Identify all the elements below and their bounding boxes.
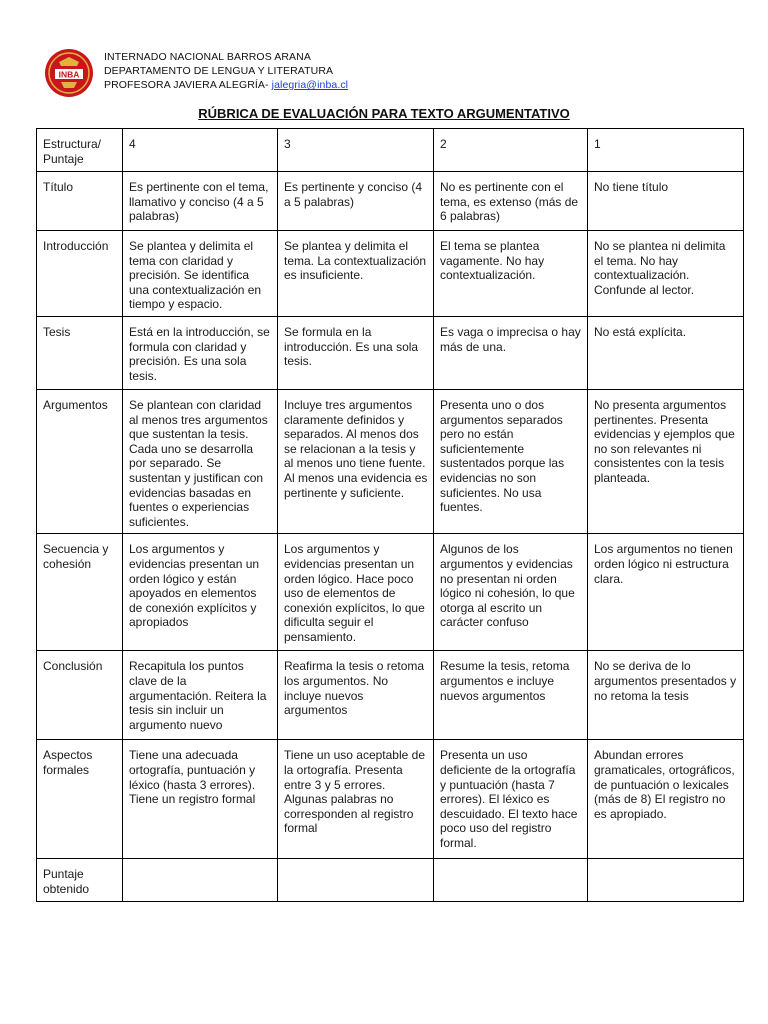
criterion-cell: Aspectos formales [37, 740, 123, 859]
institution-name: INTERNADO NACIONAL BARROS ARANA [104, 51, 311, 63]
descriptor-cell: No tiene título [588, 172, 744, 231]
logo-text: INBA [58, 69, 80, 80]
descriptor-cell: Algunos de los argumentos y evidencias no presentan ni orden lógico ni cohesión, lo que otorga al escrito un carácter confuso [434, 534, 588, 651]
criterion-cell: Argumentos [37, 389, 123, 533]
descriptor-cell: No presenta argumentos pertinentes. Presenta evidencias y ejemplos que no son relevantes ni consistentes con la tesis planteada. [588, 389, 744, 533]
teacher-line [104, 78, 348, 92]
score-entry-cell[interactable] [278, 859, 434, 902]
header-cell-score-4: 4 [123, 129, 278, 172]
header-cell-score-2: 2 [434, 129, 588, 172]
descriptor-cell: El tema se plantea vagamente. No hay contextualización. [434, 231, 588, 317]
school-crest-logo [44, 48, 94, 98]
descriptor-cell: No se deriva de lo argumentos presentados y no retoma la tesis [588, 651, 744, 740]
descriptor-cell: Está en la introducción, se formula con claridad y precisión. Es una sola tesis. [123, 316, 278, 389]
criterion-cell: Título [37, 172, 123, 231]
descriptor-cell: Incluye tres argumentos claramente definidos y separados. Al menos dos se relacionan a la tesis y al menos uno tiene fuente. Al menos una evidencia es pertinente y suficiente. [278, 389, 434, 533]
table-row [37, 740, 744, 859]
descriptor-cell: Se plantean con claridad al menos tres argumentos que sustentan la tesis. Cada uno se desarrolla por separado. Se sustentan y justifican con evidencias basadas en fuentes o experiencias suficientes. [123, 389, 278, 533]
table-row [37, 316, 744, 389]
descriptor-cell: Es vaga o imprecisa o hay más de una. [434, 316, 588, 389]
descriptor-cell: Resume la tesis, retoma argumentos e incluye nuevos argumentos [434, 651, 588, 740]
table-row [37, 534, 744, 651]
descriptor-cell: Se plantea y delimita el tema. La contextualización es insuficiente. [278, 231, 434, 317]
descriptor-cell: Presenta un uso deficiente de la ortografía y puntuación (hasta 7 errores). El léxico es descuidado. El texto hace poco uso del registro formal. [434, 740, 588, 859]
criterion-cell: Secuencia y cohesión [37, 534, 123, 651]
table-row [37, 231, 744, 317]
header-cell-score-3: 3 [278, 129, 434, 172]
descriptor-cell: Es pertinente y conciso (4 a 5 palabras) [278, 172, 434, 231]
descriptor-cell: No es pertinente con el tema, es extenso (más de 6 palabras) [434, 172, 588, 231]
score-row [37, 859, 744, 902]
teacher-email-link[interactable]: jalegria@inba.cl [271, 79, 349, 91]
teacher-name: PROFESORA JAVIERA ALEGRÍA- [104, 79, 269, 91]
descriptor-cell: Reafirma la tesis o retoma los argumentos. No incluye nuevos argumentos [278, 651, 434, 740]
descriptor-cell: Los argumentos y evidencias presentan un orden lógico y están apoyados en elementos de conexión explícitos y apropiados [123, 534, 278, 651]
institution-info [104, 50, 348, 92]
table-header-row [37, 129, 744, 172]
descriptor-cell: Los argumentos no tienen orden lógico ni estructura clara. [588, 534, 744, 651]
table-row [37, 172, 744, 231]
descriptor-cell: No está explícita. [588, 316, 744, 389]
descriptor-cell: Presenta uno o dos argumentos separados pero no están suficientemente sustentados porque las evidencias no son suficientes. No usa fuentes. [434, 389, 588, 533]
descriptor-cell: Los argumentos y evidencias presentan un orden lógico. Hace poco uso de elementos de conexión explícitos, lo que dificulta seguir el pensamiento. [278, 534, 434, 651]
criterion-cell: Introducción [37, 231, 123, 317]
descriptor-cell: No se plantea ni delimita el tema. No hay contextualización. Confunde al lector. [588, 231, 744, 317]
page-title: RÚBRICA DE EVALUACIÓN PARA TEXTO ARGUMENTATIVO [198, 106, 570, 121]
criterion-cell: Conclusión [37, 651, 123, 740]
table-row [37, 651, 744, 740]
descriptor-cell: Se formula en la introducción. Es una sola tesis. [278, 316, 434, 389]
score-entry-cell[interactable] [123, 859, 278, 902]
descriptor-cell: Se plantea y delimita el tema con claridad y precisión. Se identifica una contextualización en tiempo y espacio. [123, 231, 278, 317]
department-name: DEPARTAMENTO DE LENGUA Y LITERATURA [104, 65, 334, 77]
descriptor-cell: Abundan errores gramaticales, ortográficos, de puntuación o lexicales (más de 8) El registro no es apropiado. [588, 740, 744, 859]
document-header [44, 44, 744, 104]
descriptor-cell: Tiene un uso aceptable de la ortografía. Presenta entre 3 y 5 errores. Algunas palabras no corresponden al registro formal [278, 740, 434, 859]
descriptor-cell: Tiene una adecuada ortografía, puntuación y léxico (hasta 3 errores). Tiene un registro formal [123, 740, 278, 859]
criterion-cell: Puntaje obtenido [37, 859, 123, 902]
rubric-table [36, 128, 744, 902]
header-cell-score-1: 1 [588, 129, 744, 172]
table-row [37, 389, 744, 533]
descriptor-cell: Recapitula los puntos clave de la argumentación. Reitera la tesis sin incluir un argumento nuevo [123, 651, 278, 740]
descriptor-cell: Es pertinente con el tema, llamativo y conciso (4 a 5 palabras) [123, 172, 278, 231]
score-entry-cell[interactable] [434, 859, 588, 902]
criterion-cell: Tesis [37, 316, 123, 389]
score-entry-cell[interactable] [588, 859, 744, 902]
header-cell-structure: Estructura/ Puntaje [37, 129, 123, 172]
